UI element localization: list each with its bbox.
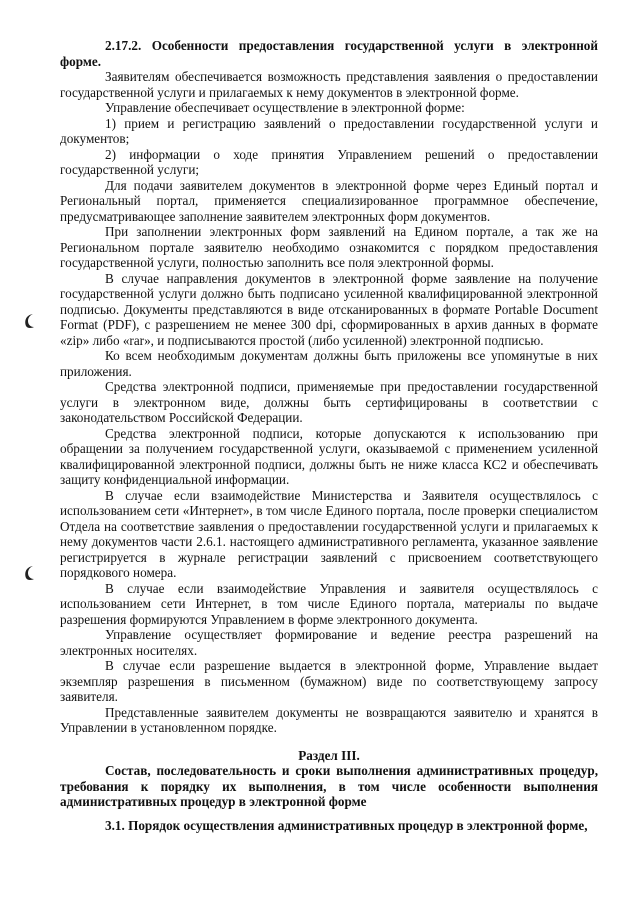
paragraph: В случае если взаимодействие Министерства и Заявителя осуществлялось с использованием сети «Интернет», в том числе Единого портала, после проверки специалистом Отдела на соответствие заявления о предоставлении государственной услуги и прилагаемых к нему документов части 2.6.1. настоящего административного регламента, указанное заявление регистрируется в журнале регистрации заявлений с присвоением соответствующего порядкового номера. <box>60 487 598 580</box>
paragraph: Представленные заявителем документы не возвращаются заявителю и хранятся в Управлении в установленном порядке. <box>60 704 598 735</box>
section3-title: Раздел III. <box>298 747 360 763</box>
paragraph: В случае направления документов в электронной форме заявление на получение государственной услуги должно быть подписано усиленной квалифицированной электронной подписью. Документы представляются в виде отсканированных в формате Portable Document Format (PDF), с разрешением не менее 300 dpi, сформированных в архив данных в формате «zip» либо «rar», и подписываются простой (либо усиленной) электронной подписью. <box>60 270 598 348</box>
document-page <box>60 38 598 833</box>
list-item: 2) информации о ходе принятия Управлением решений о предоставлении государственной услуги; <box>60 146 598 177</box>
section-2172-heading: 2.17.2. Особенности предоставления государственной услуги в электронной форме. <box>60 38 598 69</box>
paragraph: Для подачи заявителем документов в электронной форме через Единый портал и Региональный портал, применяется специализированное программное обеспечение, предусматривающее заполнение заявителем электронных форм документов. <box>60 177 598 224</box>
punch-hole-mark <box>22 312 36 330</box>
paragraph: Управление осуществляет формирование и ведение реестра разрешений на электронных носителях. <box>60 627 598 658</box>
paragraph: Средства электронной подписи, применяемые при предоставлении государственной услуги в электронном виде, должны быть сертифицированы в соответствии с законодательством Российской Федерации. <box>60 379 598 425</box>
punch-hole-mark <box>22 564 36 582</box>
paragraph: Средства электронной подписи, которые допускаются к использованию при обращении за получением государственной услуги, оказываемой с применением усиленной квалифицированной электронной подписи, должны быть не ниже класса КС2 и обеспечивать защиту конфиденциальной информации. <box>60 425 598 487</box>
paragraph: Управление обеспечивает осуществление в электронной форме: <box>105 100 465 115</box>
list-item: 1) прием и регистрацию заявлений о предоставлении государственной услуги и документов; <box>60 115 598 146</box>
section-31-heading: 3.1. Порядок осуществления административных процедур в электронной форме, <box>105 817 588 833</box>
spacer <box>60 810 598 818</box>
paragraph: В случае если разрешение выдается в электронной форме, Управление выдает экземпляр разрешения в письменном (бумажном) виде по соответствующему запросу заявителя. <box>60 658 598 704</box>
spacer <box>60 736 598 748</box>
paragraph: Заявителям обеспечивается возможность представления заявления о предоставлении государственной услуги и прилагаемых к нему документов в электронной форме. <box>60 69 598 100</box>
paragraph: В случае если взаимодействие Управления и заявителя осуществлялось с использованием сети Интернет, в том числе Единого портала, материалы по выдаче разрешения формируются Управлением в форме электронного документа. <box>60 580 598 627</box>
paragraph: Ко всем необходимым документам должны быть приложены все упомянутые в них приложения. <box>60 348 598 379</box>
section3-subtitle: Состав, последовательность и сроки выполнения административных процедур, требования к порядку их выполнения, в том числе особенности выполнения административных процедур в электронной форме <box>60 763 598 809</box>
paragraph: При заполнении электронных форм заявлений на Едином портале, а так же на Региональном портале заявителю необходимо ознакомится с порядком предоставления государственной услуги, полностью заполнить все поля электронной формы. <box>60 224 598 270</box>
